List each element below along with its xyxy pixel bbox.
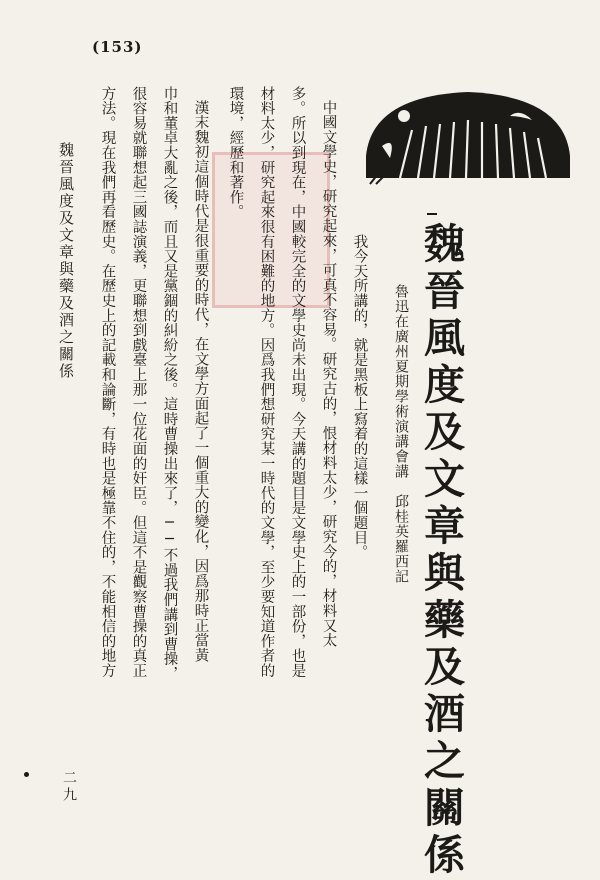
body-column-7: 巾和董卓大亂之後，而且又是黨錮的糾紛之後。這時曹操出來了，──不過我們講到曹操， bbox=[161, 86, 178, 681]
body-column-1: 我今天所講的，就是黑板上寫着的這樣一個題目。 bbox=[351, 234, 368, 560]
recorder-credit: 邱桂英羅西記 bbox=[393, 494, 409, 584]
body-column-6: 漢末魏初這個時代是很重要的時代，在文學方面起了一個重大的變化，因爲那時正當黃 bbox=[192, 100, 209, 663]
article-title: 魏晉風度及文章與藥及酒之關係 bbox=[417, 222, 465, 880]
title-dash bbox=[427, 213, 437, 215]
margin-mark bbox=[24, 772, 29, 777]
running-title: 魏晉風度及文章與藥及酒之關係 bbox=[57, 142, 75, 380]
body-column-4: 材料太少，研究起來很有困難的地方。因爲我們想研究某一時代的文學，至少要知道作者的 bbox=[258, 86, 275, 678]
body-column-5: 環境，經歷和著作。 bbox=[227, 86, 244, 220]
folio-number: 二九 bbox=[61, 770, 77, 804]
body-column-3: 多。所以到現在，中國較完全的文學史尚未出現。今天講的題目是文學史上的一部份，也是 bbox=[289, 86, 306, 678]
speaker-credit: 魯迅在廣州夏期學術演講會講 bbox=[393, 284, 409, 479]
body-column-8: 很容易就聯想起三國誌演義，更聯想到戲臺上那一位花面的奸臣。但這不是觀察曹操的真正 bbox=[130, 86, 147, 678]
body-column-9: 方法。現在我們再看歷史。在歷史上的記載和論斷，有時也是極靠不住的，不能相信的地方 bbox=[99, 86, 116, 678]
woodcut-illustration bbox=[360, 86, 576, 190]
body-column-2: 中國文學史，研究起來，可真不容易。研究古的，恨材料太少，研究今的，材料又太 bbox=[320, 100, 337, 648]
page-number: (153) bbox=[92, 38, 143, 56]
